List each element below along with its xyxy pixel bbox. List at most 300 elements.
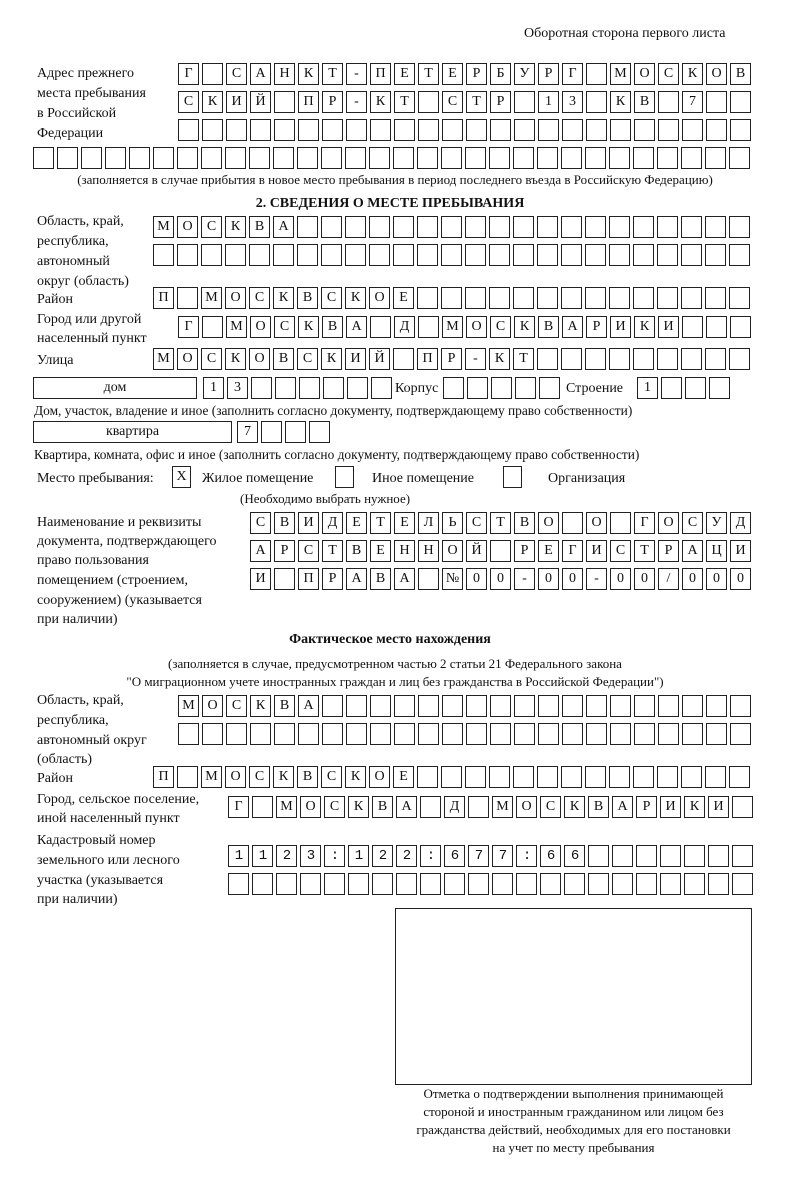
char-cell[interactable] [657, 216, 678, 238]
char-cell[interactable] [369, 244, 390, 266]
char-cell[interactable]: 0 [730, 568, 751, 590]
char-cell[interactable]: Г [562, 540, 583, 562]
char-cell[interactable] [634, 695, 655, 717]
char-cell[interactable]: О [706, 63, 727, 85]
char-cell[interactable] [562, 512, 583, 534]
char-cell[interactable] [706, 695, 727, 717]
char-cell[interactable]: И [730, 540, 751, 562]
char-cell[interactable]: Т [394, 91, 415, 113]
char-cell[interactable]: Т [634, 540, 655, 562]
char-cell[interactable] [729, 766, 750, 788]
char-cell[interactable] [633, 287, 654, 309]
char-cell[interactable]: В [538, 316, 559, 338]
char-cell[interactable]: Р [538, 63, 559, 85]
char-cell[interactable] [261, 421, 282, 443]
char-cell[interactable] [561, 766, 582, 788]
char-cell[interactable] [633, 766, 654, 788]
char-cell[interactable]: - [346, 63, 367, 85]
char-cell[interactable]: Н [418, 540, 439, 562]
char-cell[interactable]: А [250, 63, 271, 85]
char-cell[interactable] [321, 244, 342, 266]
char-cell[interactable] [681, 147, 702, 169]
char-cell[interactable] [657, 348, 678, 370]
char-cell[interactable] [177, 287, 198, 309]
char-cell[interactable] [634, 723, 655, 745]
char-cell[interactable]: М [610, 63, 631, 85]
char-cell[interactable] [732, 873, 753, 895]
char-cell[interactable]: М [153, 348, 174, 370]
char-cell[interactable] [537, 147, 558, 169]
char-cell[interactable] [226, 119, 247, 141]
char-cell[interactable] [393, 147, 414, 169]
char-cell[interactable] [490, 119, 511, 141]
char-cell[interactable] [417, 244, 438, 266]
char-cell[interactable]: О [586, 512, 607, 534]
char-cell[interactable]: Е [393, 287, 414, 309]
char-cell[interactable]: Й [369, 348, 390, 370]
char-cell[interactable]: Й [466, 540, 487, 562]
char-cell[interactable]: С [249, 287, 270, 309]
char-cell[interactable]: С [490, 316, 511, 338]
char-cell[interactable] [418, 695, 439, 717]
char-cell[interactable] [585, 147, 606, 169]
char-cell[interactable]: В [297, 287, 318, 309]
char-cell[interactable] [420, 873, 441, 895]
char-cell[interactable] [684, 873, 705, 895]
char-cell[interactable]: С [226, 63, 247, 85]
char-cell[interactable]: У [706, 512, 727, 534]
char-cell[interactable] [585, 766, 606, 788]
char-cell[interactable]: У [514, 63, 535, 85]
char-cell[interactable] [441, 216, 462, 238]
char-cell[interactable]: К [682, 63, 703, 85]
char-cell[interactable] [540, 873, 561, 895]
char-cell[interactable]: М [492, 796, 513, 818]
char-cell[interactable]: Г [178, 63, 199, 85]
char-cell[interactable]: С [682, 512, 703, 534]
char-cell[interactable] [729, 216, 750, 238]
char-cell[interactable] [105, 147, 126, 169]
char-cell[interactable]: М [226, 316, 247, 338]
char-cell[interactable]: О [442, 540, 463, 562]
char-cell[interactable]: 3 [562, 91, 583, 113]
char-cell[interactable]: М [201, 766, 222, 788]
char-cell[interactable]: В [346, 540, 367, 562]
char-cell[interactable] [489, 147, 510, 169]
char-cell[interactable] [441, 244, 462, 266]
char-cell[interactable]: - [465, 348, 486, 370]
char-cell[interactable] [465, 766, 486, 788]
char-cell[interactable] [730, 316, 751, 338]
char-cell[interactable]: О [249, 348, 270, 370]
char-cell[interactable] [468, 796, 489, 818]
char-cell[interactable] [250, 723, 271, 745]
char-cell[interactable]: М [153, 216, 174, 238]
char-cell[interactable] [323, 377, 344, 399]
char-cell[interactable]: И [610, 316, 631, 338]
char-cell[interactable]: С [298, 540, 319, 562]
char-cell[interactable]: К [564, 796, 585, 818]
char-cell[interactable] [202, 119, 223, 141]
char-cell[interactable]: К [514, 316, 535, 338]
char-cell[interactable] [370, 119, 391, 141]
char-cell[interactable] [252, 873, 273, 895]
char-cell[interactable] [226, 723, 247, 745]
char-cell[interactable]: О [369, 766, 390, 788]
char-cell[interactable]: Р [514, 540, 535, 562]
char-cell[interactable] [225, 147, 246, 169]
char-cell[interactable]: - [514, 568, 535, 590]
char-cell[interactable]: К [345, 287, 366, 309]
char-cell[interactable] [490, 540, 511, 562]
char-cell[interactable]: К [321, 348, 342, 370]
char-cell[interactable] [346, 119, 367, 141]
char-cell[interactable] [657, 766, 678, 788]
char-cell[interactable]: Т [513, 348, 534, 370]
char-cell[interactable] [633, 348, 654, 370]
char-cell[interactable] [489, 287, 510, 309]
char-cell[interactable] [250, 119, 271, 141]
char-cell[interactable]: К [489, 348, 510, 370]
char-cell[interactable] [682, 316, 703, 338]
char-cell[interactable] [586, 695, 607, 717]
char-cell[interactable]: В [730, 63, 751, 85]
char-cell[interactable] [538, 723, 559, 745]
char-cell[interactable]: К [370, 91, 391, 113]
char-cell[interactable] [466, 119, 487, 141]
stay-option-residential-checkbox[interactable]: Х [172, 466, 191, 488]
char-cell[interactable] [81, 147, 102, 169]
char-cell[interactable] [177, 147, 198, 169]
char-cell[interactable] [252, 796, 273, 818]
char-cell[interactable] [609, 766, 630, 788]
char-cell[interactable] [370, 723, 391, 745]
char-cell[interactable] [585, 216, 606, 238]
char-cell[interactable] [129, 147, 150, 169]
char-cell[interactable]: И [298, 512, 319, 534]
char-cell[interactable] [228, 873, 249, 895]
char-cell[interactable]: Р [466, 63, 487, 85]
char-cell[interactable]: В [370, 568, 391, 590]
char-cell[interactable] [681, 216, 702, 238]
char-cell[interactable] [709, 377, 730, 399]
char-cell[interactable]: С [250, 512, 271, 534]
char-cell[interactable] [610, 119, 631, 141]
char-cell[interactable]: В [588, 796, 609, 818]
char-cell[interactable]: Г [178, 316, 199, 338]
char-cell[interactable] [417, 147, 438, 169]
char-cell[interactable] [610, 723, 631, 745]
char-cell[interactable] [418, 568, 439, 590]
char-cell[interactable]: О [177, 348, 198, 370]
char-cell[interactable] [369, 216, 390, 238]
char-cell[interactable] [564, 873, 585, 895]
char-cell[interactable]: К [225, 216, 246, 238]
char-cell[interactable]: Д [444, 796, 465, 818]
char-cell[interactable] [514, 91, 535, 113]
char-cell[interactable] [682, 695, 703, 717]
char-cell[interactable] [345, 244, 366, 266]
char-cell[interactable] [201, 147, 222, 169]
char-cell[interactable]: № [442, 568, 463, 590]
char-cell[interactable]: К [610, 91, 631, 113]
char-cell[interactable] [249, 147, 270, 169]
char-cell[interactable]: С [658, 63, 679, 85]
char-cell[interactable] [285, 421, 306, 443]
char-cell[interactable] [729, 147, 750, 169]
char-cell[interactable] [586, 119, 607, 141]
char-cell[interactable]: Т [466, 91, 487, 113]
char-cell[interactable]: Н [274, 63, 295, 85]
char-cell[interactable]: А [273, 216, 294, 238]
char-cell[interactable] [706, 316, 727, 338]
char-cell[interactable] [322, 695, 343, 717]
char-cell[interactable] [466, 723, 487, 745]
char-cell[interactable] [57, 147, 78, 169]
char-cell[interactable]: Е [394, 63, 415, 85]
char-cell[interactable]: С [178, 91, 199, 113]
char-cell[interactable] [369, 147, 390, 169]
char-cell[interactable]: К [273, 766, 294, 788]
char-cell[interactable] [202, 316, 223, 338]
char-cell[interactable] [538, 119, 559, 141]
char-cell[interactable] [658, 723, 679, 745]
char-cell[interactable]: С [226, 695, 247, 717]
char-cell[interactable] [322, 119, 343, 141]
char-cell[interactable] [708, 845, 729, 867]
char-cell[interactable]: В [634, 91, 655, 113]
char-cell[interactable]: Е [370, 540, 391, 562]
char-cell[interactable] [322, 723, 343, 745]
char-cell[interactable]: Т [370, 512, 391, 534]
char-cell[interactable] [612, 845, 633, 867]
char-cell[interactable]: К [202, 91, 223, 113]
char-cell[interactable] [441, 766, 462, 788]
char-cell[interactable]: Р [322, 568, 343, 590]
char-cell[interactable] [609, 147, 630, 169]
char-cell[interactable]: Е [346, 512, 367, 534]
char-cell[interactable]: М [442, 316, 463, 338]
char-cell[interactable] [321, 147, 342, 169]
char-cell[interactable] [298, 723, 319, 745]
char-cell[interactable]: П [153, 766, 174, 788]
char-cell[interactable]: 3 [227, 377, 248, 399]
char-cell[interactable] [682, 119, 703, 141]
char-cell[interactable] [585, 244, 606, 266]
char-cell[interactable] [706, 91, 727, 113]
char-cell[interactable] [153, 244, 174, 266]
char-cell[interactable]: Р [322, 91, 343, 113]
char-cell[interactable] [513, 147, 534, 169]
char-cell[interactable]: К [634, 316, 655, 338]
char-cell[interactable]: С [201, 348, 222, 370]
char-cell[interactable] [657, 147, 678, 169]
char-cell[interactable] [514, 119, 535, 141]
char-cell[interactable]: О [300, 796, 321, 818]
char-cell[interactable] [178, 723, 199, 745]
char-cell[interactable]: К [298, 63, 319, 85]
char-cell[interactable]: - [346, 91, 367, 113]
char-cell[interactable] [153, 147, 174, 169]
char-cell[interactable] [372, 873, 393, 895]
char-cell[interactable]: О [634, 63, 655, 85]
char-cell[interactable]: 0 [562, 568, 583, 590]
char-cell[interactable] [706, 119, 727, 141]
char-cell[interactable] [394, 119, 415, 141]
char-cell[interactable]: О [250, 316, 271, 338]
char-cell[interactable] [177, 766, 198, 788]
char-cell[interactable] [442, 119, 463, 141]
char-cell[interactable] [274, 119, 295, 141]
char-cell[interactable]: А [562, 316, 583, 338]
char-cell[interactable]: С [610, 540, 631, 562]
char-cell[interactable] [539, 377, 560, 399]
char-cell[interactable]: А [346, 316, 367, 338]
char-cell[interactable] [441, 147, 462, 169]
char-cell[interactable] [417, 216, 438, 238]
char-cell[interactable]: 0 [610, 568, 631, 590]
char-cell[interactable] [633, 216, 654, 238]
char-cell[interactable] [465, 216, 486, 238]
char-cell[interactable]: А [612, 796, 633, 818]
char-cell[interactable] [537, 244, 558, 266]
char-cell[interactable] [298, 119, 319, 141]
char-cell[interactable]: В [273, 348, 294, 370]
char-cell[interactable] [393, 244, 414, 266]
char-cell[interactable] [490, 723, 511, 745]
char-cell[interactable]: Г [562, 63, 583, 85]
char-cell[interactable]: Е [442, 63, 463, 85]
char-cell[interactable] [393, 348, 414, 370]
char-cell[interactable]: С [249, 766, 270, 788]
char-cell[interactable] [443, 377, 464, 399]
char-cell[interactable]: И [345, 348, 366, 370]
char-cell[interactable] [273, 147, 294, 169]
char-cell[interactable] [444, 873, 465, 895]
char-cell[interactable]: О [202, 695, 223, 717]
char-cell[interactable]: Р [490, 91, 511, 113]
char-cell[interactable]: К [684, 796, 705, 818]
char-cell[interactable] [418, 119, 439, 141]
char-cell[interactable]: Т [490, 512, 511, 534]
char-cell[interactable] [177, 244, 198, 266]
char-cell[interactable] [178, 119, 199, 141]
stay-option-other-checkbox[interactable] [335, 466, 354, 488]
char-cell[interactable] [202, 63, 223, 85]
char-cell[interactable] [274, 568, 295, 590]
char-cell[interactable]: - [586, 568, 607, 590]
char-cell[interactable] [730, 695, 751, 717]
char-cell[interactable] [681, 244, 702, 266]
char-cell[interactable]: Й [250, 91, 271, 113]
char-cell[interactable] [705, 348, 726, 370]
char-cell[interactable] [612, 873, 633, 895]
char-cell[interactable] [300, 873, 321, 895]
char-cell[interactable] [682, 723, 703, 745]
char-cell[interactable] [705, 147, 726, 169]
char-cell[interactable] [442, 723, 463, 745]
char-cell[interactable]: 0 [490, 568, 511, 590]
char-cell[interactable] [515, 377, 536, 399]
char-cell[interactable] [466, 695, 487, 717]
char-cell[interactable] [609, 216, 630, 238]
char-cell[interactable]: Т [418, 63, 439, 85]
char-cell[interactable] [730, 723, 751, 745]
char-cell[interactable] [732, 845, 753, 867]
char-cell[interactable] [609, 244, 630, 266]
char-cell[interactable] [370, 695, 391, 717]
char-cell[interactable]: С [324, 796, 345, 818]
char-cell[interactable] [661, 377, 682, 399]
char-cell[interactable] [561, 348, 582, 370]
char-cell[interactable]: О [516, 796, 537, 818]
char-cell[interactable] [730, 119, 751, 141]
char-cell[interactable]: П [153, 287, 174, 309]
char-cell[interactable]: 1 [637, 377, 658, 399]
char-cell[interactable] [730, 91, 751, 113]
char-cell[interactable] [202, 723, 223, 745]
char-cell[interactable]: П [298, 568, 319, 590]
char-cell[interactable] [681, 348, 702, 370]
char-cell[interactable] [633, 147, 654, 169]
char-cell[interactable]: С [540, 796, 561, 818]
char-cell[interactable] [492, 873, 513, 895]
char-cell[interactable] [468, 873, 489, 895]
char-cell[interactable]: 1 [203, 377, 224, 399]
char-cell[interactable]: 0 [538, 568, 559, 590]
char-cell[interactable] [276, 873, 297, 895]
char-cell[interactable] [371, 377, 392, 399]
char-cell[interactable] [273, 244, 294, 266]
char-cell[interactable]: Е [393, 766, 414, 788]
char-cell[interactable] [513, 216, 534, 238]
char-cell[interactable]: П [298, 91, 319, 113]
char-cell[interactable] [658, 119, 679, 141]
char-cell[interactable] [561, 216, 582, 238]
char-cell[interactable] [586, 91, 607, 113]
char-cell[interactable] [562, 119, 583, 141]
char-cell[interactable]: 0 [706, 568, 727, 590]
char-cell[interactable] [537, 287, 558, 309]
char-cell[interactable] [685, 377, 706, 399]
char-cell[interactable] [585, 348, 606, 370]
char-cell[interactable]: Р [274, 540, 295, 562]
char-cell[interactable]: О [177, 216, 198, 238]
char-cell[interactable] [370, 316, 391, 338]
char-cell[interactable]: К [273, 287, 294, 309]
char-cell[interactable] [347, 377, 368, 399]
char-cell[interactable]: С [321, 287, 342, 309]
char-cell[interactable] [514, 723, 535, 745]
char-cell[interactable]: М [276, 796, 297, 818]
char-cell[interactable]: К [225, 348, 246, 370]
char-cell[interactable] [324, 873, 345, 895]
char-cell[interactable] [489, 244, 510, 266]
char-cell[interactable] [201, 244, 222, 266]
char-cell[interactable] [33, 147, 54, 169]
char-cell[interactable]: П [370, 63, 391, 85]
char-cell[interactable]: Д [730, 512, 751, 534]
char-cell[interactable]: Е [394, 512, 415, 534]
char-cell[interactable]: И [658, 316, 679, 338]
char-cell[interactable]: Е [538, 540, 559, 562]
char-cell[interactable] [297, 216, 318, 238]
char-cell[interactable] [441, 287, 462, 309]
char-cell[interactable] [537, 766, 558, 788]
char-cell[interactable] [394, 723, 415, 745]
char-cell[interactable]: Б [490, 63, 511, 85]
char-cell[interactable]: К [298, 316, 319, 338]
